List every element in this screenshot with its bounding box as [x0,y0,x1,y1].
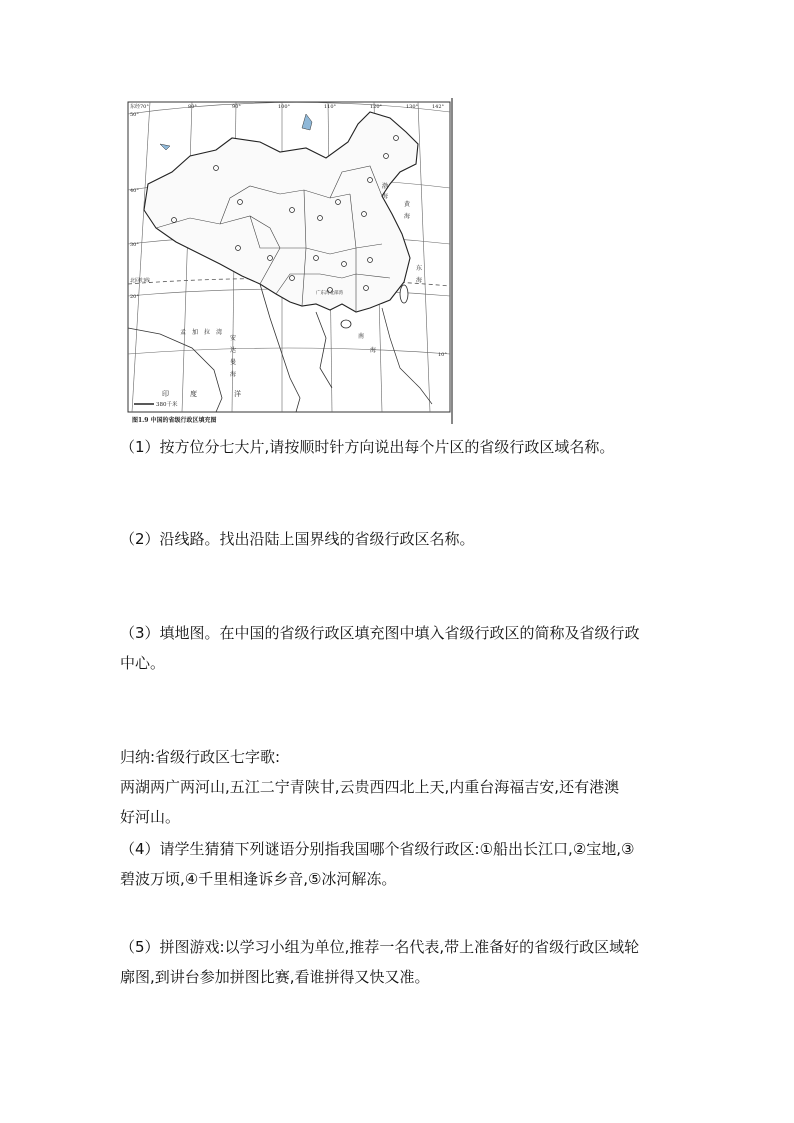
question-3-line-1: （3）填地图。在中国的省级行政区填充图中填入省级行政区的简称及省级行政 [120,624,640,642]
parallel-label-3: 20° [130,294,139,300]
china-province-map-figure [120,98,456,428]
question-4 [120,834,690,894]
summary-line-1: 两湖两广两河山,五江二宁青陕甘,云贵西四北上天,内重台海福吉安,还有港澳 [120,778,620,796]
question-5-line-2: 廓图,到讲台参加拼图比赛,看谁拼得又快又准。 [120,968,430,986]
parallel-label-2: 30° [130,242,139,248]
question-3-line-2: 中心。 [120,654,166,672]
question-1 [120,432,690,462]
sea-label-3: 湾 [216,329,223,336]
sea-label-9: 度 [190,390,197,398]
meridian-label-2: 90° [232,104,241,110]
meridian-label-4: 110° [324,104,337,110]
parallel-label-4: 10° [438,352,447,358]
sea-label-6: 曼 [230,359,237,366]
tropic-label: 北回归线 [130,278,151,284]
parallel-label-0: 50° [130,112,139,118]
sea-label-0: 孟 [180,329,187,336]
meridian-label-7: 142° [432,104,445,110]
sea-label-2: 拉 [204,329,211,336]
sea-label-12: 海 [416,277,423,284]
bay-label: 广东湾北部湾 [316,291,343,296]
sea-label-13: 南 [358,333,365,340]
question-5-line-1: （5）拼图游戏:以学习小组为单位,推荐一名代表,带上准备好的省级行政区域轮 [120,938,640,956]
sea-label-5: 达 [230,347,237,354]
meridian-label-6: 130° [406,104,419,110]
sea-label-14: 海 [370,347,377,354]
meridian-label-3: 100° [278,104,291,110]
meridian-label-0: 东经70° [130,104,149,110]
sea-label-11: 东 [416,265,423,272]
parallel-label-1: 40° [130,188,139,194]
summary-title: 归纳:省级行政区七字歌: [120,748,281,766]
sea-label-15: 黄 [404,201,411,208]
sea-label-16: 海 [404,213,411,220]
sea-label-7: 海 [230,371,237,378]
question-4-line-1: （4）请学生猜猜下列谜语分别指我国哪个省级行政区:①船出长江口,②宝地,③ [120,840,635,858]
sea-label-10: 洋 [234,390,241,398]
question-3 [120,618,690,678]
question-4-line-2: 碧波万顷,④千里相逢诉乡音,⑤冰河解冻。 [120,870,397,888]
summary-line-2: 好河山。 [120,808,181,826]
sea-label-1: 加 [192,329,199,336]
meridian-label-5: 120° [370,104,383,110]
map-illustration [120,98,456,428]
meridian-label-1: 80° [188,104,197,110]
figure-caption: 图1.9 中国的省级行政区填充图 [132,417,217,424]
question-2-text: （2）沿线路。找出沿陆上国界线的省级行政区名称。 [120,530,475,548]
sea-label-18: 海 [382,193,389,200]
question-2 [120,524,690,554]
sea-label-4: 安 [230,335,237,342]
scale-label: 380千米 [156,402,178,408]
summary-block [120,742,690,832]
sea-label-8: 印 [162,390,169,398]
question-5 [120,932,690,992]
question-1-text: （1）按方位分七大片,请按顺时针方向说出每个片区的省级行政区域名称。 [120,438,615,456]
sea-label-17: 渤 [382,183,389,190]
